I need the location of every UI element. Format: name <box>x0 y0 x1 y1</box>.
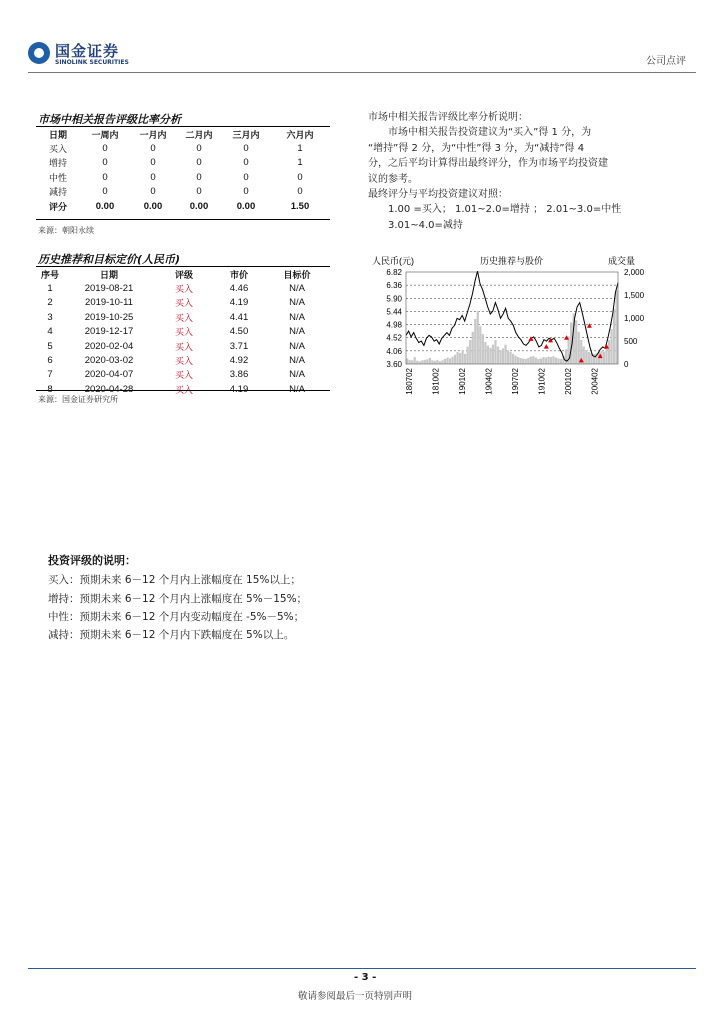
history-table-header <box>36 267 330 281</box>
brand-name-en: SINOLINK SECURITIES <box>55 59 129 66</box>
table-cell: 0 <box>150 143 156 155</box>
col-header: 序号 <box>40 269 59 280</box>
table-row <box>36 281 330 295</box>
row-target: N/A <box>289 355 305 367</box>
volume-bar <box>462 350 464 364</box>
volume-bar <box>467 347 469 364</box>
row-target: N/A <box>289 369 305 381</box>
explanation-line: “增持”得 2 分，为“中性”得 3 分，为“减持”得 4 <box>368 142 585 154</box>
table-row <box>36 310 330 324</box>
row-number: 8 <box>47 383 53 395</box>
volume-bar <box>565 349 567 364</box>
row-target: N/A <box>289 297 305 309</box>
volume-bar <box>414 357 416 364</box>
volume-bar <box>502 348 504 364</box>
rating-table-header <box>36 127 330 141</box>
volume-bar <box>550 357 552 364</box>
table-cell: 0 <box>150 186 156 198</box>
volume-bar <box>426 359 428 364</box>
volume-bar <box>459 353 461 364</box>
table-cell: 0 <box>297 171 303 183</box>
col-header: 评级 <box>174 269 193 280</box>
table-row <box>36 339 330 353</box>
y-tick-label: 6.82 <box>386 268 402 277</box>
row-rating: 买入 <box>174 284 193 295</box>
row-label: 中性 <box>48 172 67 183</box>
volume-bar <box>456 352 458 364</box>
volume-bar <box>537 359 539 364</box>
table-row <box>36 296 330 310</box>
table-row <box>36 353 330 367</box>
volume-bar <box>560 359 562 364</box>
volume-bar <box>419 361 421 364</box>
row-rating: 买入 <box>174 384 193 395</box>
price-line <box>406 271 618 361</box>
volume-bar <box>499 350 501 364</box>
rating-table-title: 市场中相关报告评级比率分析 <box>38 113 181 126</box>
chart-right-axis-label: 成交量 <box>608 257 636 267</box>
y2-tick-label: 0 <box>624 360 629 369</box>
x-tick-label: 190702 <box>511 368 520 395</box>
volume-bar <box>608 340 610 364</box>
volume-bar <box>487 346 489 364</box>
x-tick-label: 200402 <box>590 368 600 395</box>
table-row <box>36 368 330 382</box>
table-cell: 0 <box>150 157 156 169</box>
volume-bar <box>520 358 522 364</box>
row-date: 2020-03-02 <box>84 355 134 367</box>
table-cell: 0 <box>102 186 108 198</box>
row-date: 2019-08-21 <box>84 283 134 295</box>
row-date: 2019-10-25 <box>84 311 134 323</box>
table-cell: 0 <box>243 171 249 183</box>
row-number: 1 <box>47 283 53 295</box>
history-table-bottom-rule <box>36 390 330 391</box>
footer-disclaimer: 敬请参阅最后一页特别声明 <box>298 991 413 1002</box>
row-number: 4 <box>47 326 53 338</box>
volume-bar <box>431 360 433 364</box>
row-date: 2020-02-04 <box>84 340 134 352</box>
volume-bar <box>610 329 612 364</box>
x-tick-label: 200102 <box>564 368 573 395</box>
row-rating: 买入 <box>174 370 193 381</box>
volume-bar <box>434 361 436 364</box>
history-table-title: 历史推荐和目标定价(人民币) <box>38 253 181 266</box>
table-cell: 0.00 <box>189 200 209 212</box>
row-date: 2020-04-07 <box>84 369 134 381</box>
investment-rating-line: 减持：预期未来 6－12 个月内下跌幅度在 5%以上。 <box>48 629 295 641</box>
col-header: 日期 <box>99 269 118 280</box>
volume-bar <box>451 357 453 364</box>
table-cell: 1 <box>297 157 303 169</box>
table-row <box>36 185 330 199</box>
table-cell: 0 <box>102 143 108 155</box>
row-label: 增持 <box>48 158 67 169</box>
row-label: 评分 <box>48 201 67 212</box>
y-tick-label: 6.36 <box>386 281 402 291</box>
investment-rating-line: 增持：预期未来 6－12 个月内上涨幅度在 5%－15%； <box>48 593 308 605</box>
chart-left-axis-label: 人民币(元) <box>372 256 414 266</box>
row-label: 买入 <box>48 144 67 155</box>
volume-bar <box>512 354 514 364</box>
recommendation-marker <box>587 323 592 328</box>
volume-bar <box>464 354 466 364</box>
table-cell: 0 <box>102 157 108 169</box>
row-number: 2 <box>47 297 53 309</box>
row-date: 2020-04-28 <box>84 383 134 395</box>
volume-bar <box>454 355 456 364</box>
explanation-line: 分，之后平均计算得出最终评分，作为市场平均投资建 <box>368 158 608 170</box>
row-rating: 买入 <box>174 341 193 352</box>
volume-bar <box>517 357 519 364</box>
col-header: 市价 <box>229 269 248 280</box>
volume-bar <box>603 352 605 364</box>
volume-bar <box>416 361 418 364</box>
volume-bar <box>449 358 451 364</box>
volume-bar <box>497 347 499 364</box>
volume-bar <box>530 357 532 364</box>
y2-tick-label: 1,500 <box>624 291 645 300</box>
volume-bar <box>469 340 471 364</box>
volume-bar <box>555 358 557 364</box>
investment-rating-line: 买入：预期未来 6－12 个月内上涨幅度在 15%以上； <box>48 574 301 586</box>
table-cell: 0.00 <box>95 200 115 212</box>
volume-bar <box>605 347 607 364</box>
volume-bar <box>482 334 484 364</box>
row-price: 4.92 <box>229 355 249 367</box>
table-cell: 0 <box>243 157 249 169</box>
rating-explanation <box>368 110 621 233</box>
recommendation-marker <box>544 344 549 349</box>
volume-bar <box>436 360 438 364</box>
explanation-line: 3.01~4.0=减持 <box>368 219 463 231</box>
volume-bar <box>552 356 554 364</box>
row-date: 2019-10-11 <box>85 297 133 309</box>
col-header: 六月内 <box>286 129 314 140</box>
table-cell: 0 <box>150 171 156 183</box>
table-row <box>36 156 330 170</box>
table-cell: 0 <box>196 171 202 183</box>
table-cell: 1.50 <box>290 200 310 212</box>
footer-divider <box>28 968 696 969</box>
table-cell: 0.00 <box>236 200 256 212</box>
history-table-source: 来源：国金证券研究所 <box>38 395 118 404</box>
table-cell: 0.00 <box>143 200 163 212</box>
explanation-line: 市场中相关报告评级比率分析说明： <box>368 112 528 123</box>
brand-logo <box>28 40 138 72</box>
col-header: 一周内 <box>91 129 119 140</box>
table-row-score <box>36 199 330 213</box>
chart-title: 历史推荐与股价 <box>480 257 544 267</box>
y2-tick-label: 500 <box>624 337 638 346</box>
col-header: 目标价 <box>283 269 311 280</box>
table-row <box>36 325 330 339</box>
x-tick-label: 190102 <box>458 368 467 395</box>
table-cell: 1 <box>297 143 303 155</box>
volume-bar <box>484 342 486 364</box>
brand-logo-icon <box>28 42 50 64</box>
table-cell: 0 <box>243 186 249 198</box>
row-price: 3.86 <box>229 369 249 381</box>
row-number: 6 <box>47 355 53 367</box>
row-price: 4.50 <box>229 326 249 338</box>
y-tick-label: 4.98 <box>386 320 402 330</box>
volume-bar <box>557 358 559 364</box>
volume-bar <box>409 360 411 364</box>
row-target: N/A <box>289 283 305 295</box>
row-label: 减持 <box>48 187 67 198</box>
y-tick-label: 3.60 <box>386 360 402 369</box>
y-tick-label: 5.90 <box>386 294 402 304</box>
col-header: 日期 <box>48 129 67 140</box>
table-cell: 0 <box>196 143 202 155</box>
volume-bar <box>527 358 529 364</box>
brand-name-cn: 国金证券 <box>55 42 120 60</box>
row-rating: 买入 <box>174 312 193 323</box>
row-target: N/A <box>289 383 305 395</box>
table-cell: 0 <box>196 157 202 169</box>
volume-bar <box>585 350 587 364</box>
volume-bar <box>477 311 479 364</box>
volume-bar <box>439 361 441 364</box>
row-price: 4.19 <box>229 297 249 309</box>
table-cell: 0 <box>196 186 202 198</box>
investment-rating-line: 中性：预期未来 6－12 个月内变动幅度在 -5%－5%； <box>48 611 305 623</box>
volume-bar <box>474 319 476 364</box>
row-target: N/A <box>289 311 305 323</box>
row-rating: 买入 <box>174 327 193 338</box>
table-cell: 0 <box>297 186 303 198</box>
explanation-line: 市场中相关报告投资建议为“买入”得 1 分，为 <box>368 127 592 139</box>
row-rating: 买入 <box>174 356 193 367</box>
volume-bar <box>615 290 617 364</box>
volume-bar <box>547 357 549 364</box>
row-price: 3.71 <box>229 340 249 352</box>
volume-bar <box>492 345 494 364</box>
volume-bar <box>522 358 524 364</box>
table-cell: 0 <box>102 171 108 183</box>
volume-bar <box>578 332 580 364</box>
row-date: 2019-12-17 <box>84 326 134 338</box>
volume-bar <box>406 358 408 364</box>
x-tick-label: 180702 <box>405 368 414 395</box>
x-tick-label: 181002 <box>431 368 441 395</box>
explanation-line: 1.00 =买入； 1.01~2.0=增持 ； 2.01~3.0=中性 <box>368 204 622 216</box>
row-target: N/A <box>289 340 305 352</box>
x-tick-label: 190402 <box>484 368 494 395</box>
y2-tick-label: 2,000 <box>624 268 645 277</box>
volume-bar <box>479 326 481 364</box>
volume-bar <box>507 350 509 364</box>
volume-bar <box>444 359 446 364</box>
y-tick-label: 5.44 <box>386 307 402 317</box>
volume-bar <box>504 345 506 364</box>
volume-bar <box>545 358 547 364</box>
volume-bar <box>542 357 544 364</box>
y-tick-label: 4.06 <box>386 346 402 356</box>
volume-bar <box>441 360 443 364</box>
price-history-chart <box>362 252 662 402</box>
row-rating: 买入 <box>174 298 193 309</box>
volume-bar <box>489 348 491 364</box>
y-tick-label: 4.52 <box>386 333 402 343</box>
volume-bar <box>429 358 431 364</box>
volume-bar <box>532 356 534 364</box>
y2-tick-label: 1,000 <box>624 314 645 323</box>
rating-table <box>36 127 330 213</box>
row-price: 4.46 <box>229 283 249 295</box>
volume-bar <box>575 320 577 364</box>
col-header: 一月内 <box>139 129 167 140</box>
table-row <box>36 141 330 155</box>
volume-bar <box>535 358 537 364</box>
history-table <box>36 267 330 397</box>
volume-bar <box>588 352 590 364</box>
row-target: N/A <box>289 326 305 338</box>
volume-bar <box>421 360 423 364</box>
volume-bar <box>472 332 474 364</box>
volume-bar <box>509 352 511 364</box>
row-price: 4.41 <box>229 311 249 323</box>
investment-ratings-title: 投资评级的说明： <box>48 554 136 567</box>
price-line-group <box>406 271 618 361</box>
volume-bar <box>515 356 517 364</box>
rating-table-source: 来源：朝阳永续 <box>38 226 94 235</box>
row-price: 4.19 <box>229 383 249 395</box>
volume-bar <box>424 360 426 364</box>
volume-bar <box>446 358 448 364</box>
volume-bar <box>411 360 413 364</box>
row-number: 7 <box>47 369 53 381</box>
col-header: 二月内 <box>185 129 213 140</box>
table-cell: 0 <box>243 143 249 155</box>
volume-bar <box>613 309 615 364</box>
volume-bar <box>525 359 527 364</box>
rating-table-bottom-rule <box>36 219 330 220</box>
page-number: - 3 - <box>354 972 377 983</box>
document-type: 公司点评 <box>646 56 686 67</box>
explanation-line: 议的参考。 <box>368 173 418 185</box>
volume-bar <box>540 358 542 364</box>
explanation-line: 最终评分与平均投资建议对照： <box>368 189 508 201</box>
volume-bar <box>494 340 496 364</box>
header-divider <box>28 72 696 73</box>
col-header: 三月内 <box>232 129 260 140</box>
row-number: 5 <box>47 340 53 352</box>
row-number: 3 <box>47 311 53 323</box>
x-tick-label: 191002 <box>537 368 547 395</box>
table-row <box>36 170 330 184</box>
